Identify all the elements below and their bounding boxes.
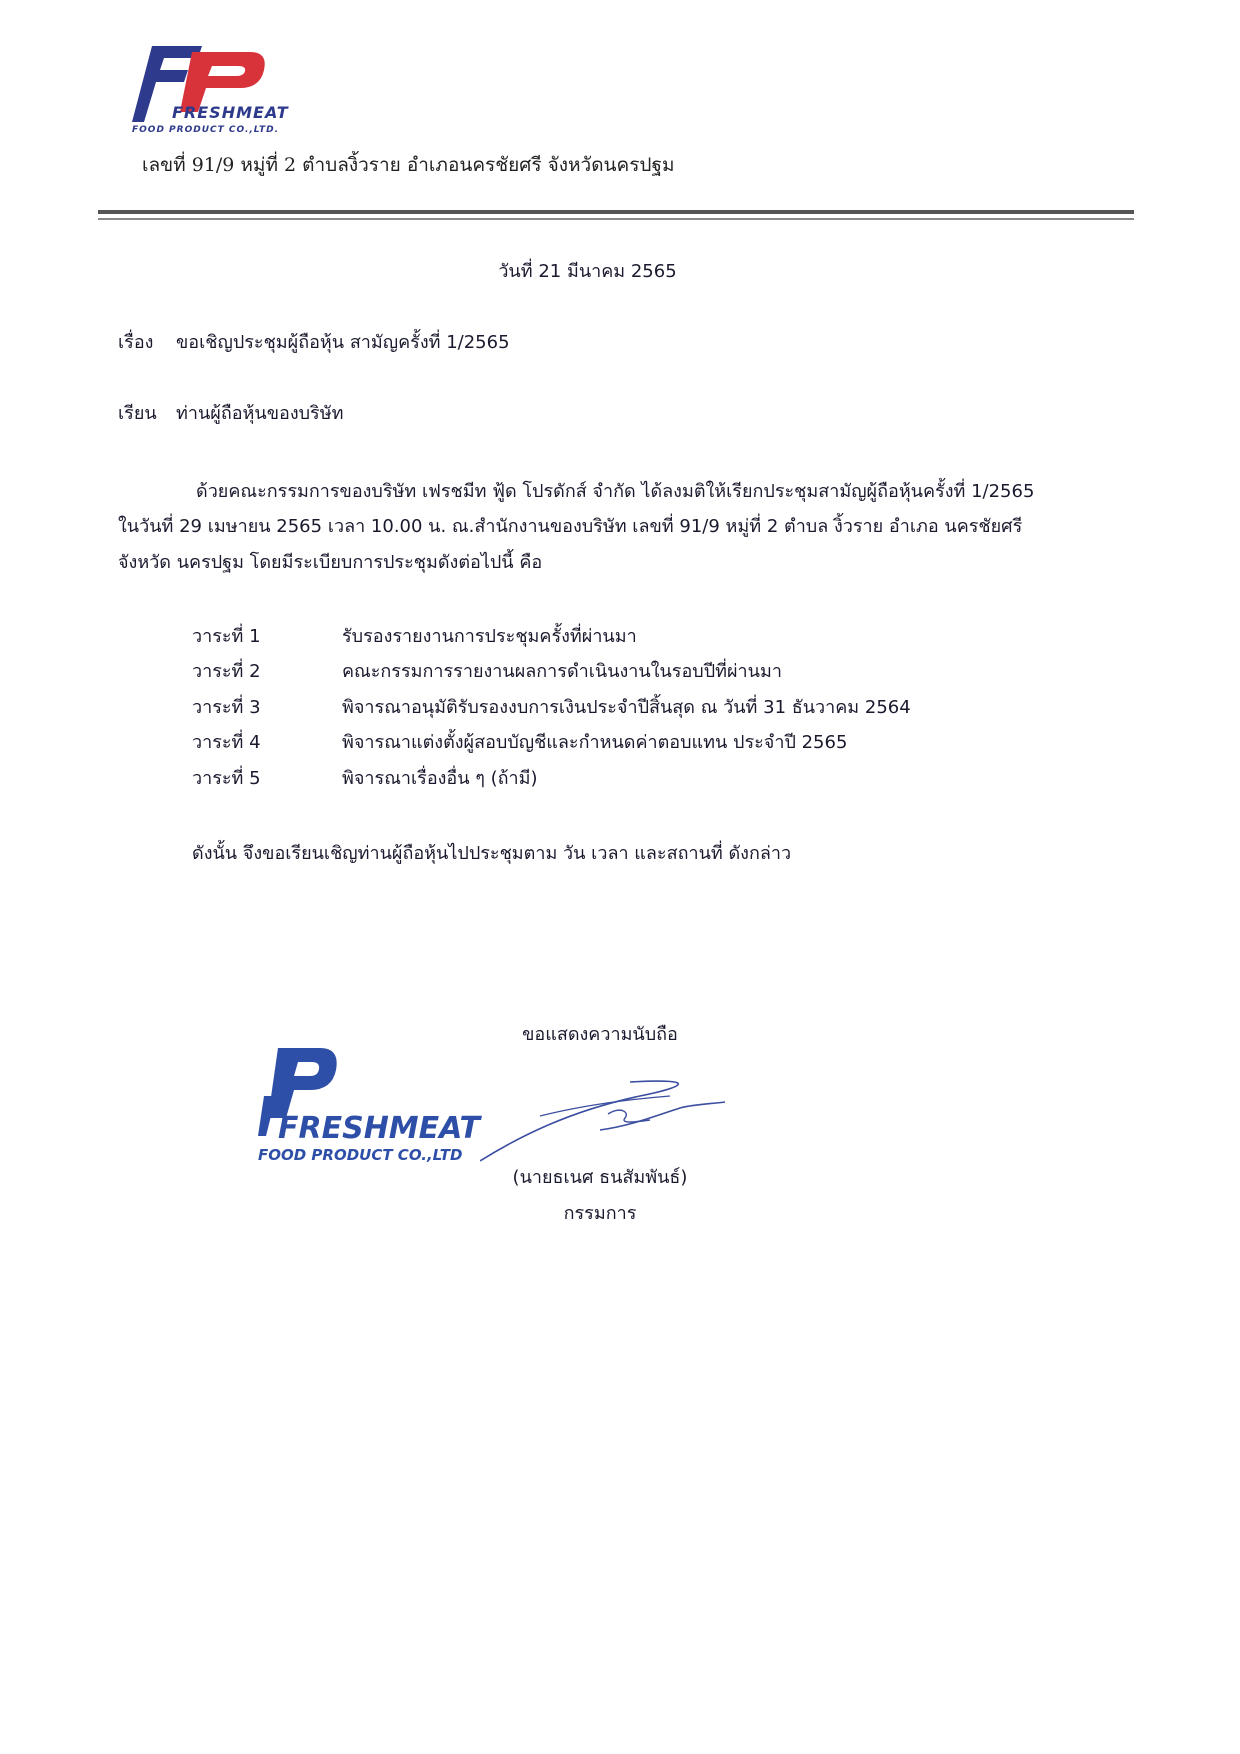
company-address: เลขที่ 91/9 หมู่ที่ 2 ตำบลงิ้วราย อำเภอนครชัยศรี จังหวัดนครปฐม [142, 154, 675, 176]
agenda-label: วาระที่ 1 [192, 626, 261, 647]
letter-date: วันที่ 21 มีนาคม 2565 [498, 261, 677, 282]
body-line-1: ด้วยคณะกรรมการของบริษัท เฟรชมีท ฟู้ด โปรดักส์ จำกัด ได้ลงมติให้เรียกประชุมสามัญผู้ถือหุ้นครั้งที่ 1/2565 [196, 481, 1035, 502]
signer-position: กรรมการ [563, 1203, 637, 1224]
agenda-text: พิจารณาอนุมัติรับรองงบการเงินประจำปีสิ้นสุด ณ วันที่ 31 ธันวาคม 2564 [342, 697, 911, 718]
subject-text: ขอเชิญประชุมผู้ถือหุ้น สามัญครั้งที่ 1/2565 [176, 332, 510, 353]
signer-name: (นายธเนศ ธนสัมพันธ์) [512, 1167, 688, 1188]
agenda-text: รับรองรายงานการประชุมครั้งที่ผ่านมา [342, 626, 637, 647]
recipient-text: ท่านผู้ถือหุ้นของบริษัท [176, 403, 344, 424]
svg-text:FOOD PRODUCT CO.,LTD: FOOD PRODUCT CO.,LTD [258, 1146, 463, 1164]
svg-text:FRESHMEAT: FRESHMEAT [278, 1111, 480, 1146]
agenda-label: วาระที่ 5 [192, 768, 261, 789]
svg-text:FOOD PRODUCT CO.,LTD.: FOOD PRODUCT CO.,LTD. [132, 125, 280, 135]
recipient-label: เรียน [118, 403, 157, 424]
agenda-label: วาระที่ 4 [192, 732, 261, 753]
agenda-text: คณะกรรมการรายงานผลการดำเนินงานในรอบปีที่ผ่านมา [342, 661, 782, 682]
body-line-2: ในวันที่ 29 เมษายน 2565 เวลา 10.00 น. ณ.สำนักงานของบริษัท เลขที่ 91/9 หมู่ที่ 2 ตำบล งิ้วราย อำเภอ นครชัยศรี [118, 516, 1023, 537]
agenda-text: พิจารณาเรื่องอื่น ๆ (ถ้ามี) [342, 768, 538, 789]
header-divider [98, 210, 1134, 214]
signature [480, 1056, 740, 1166]
body-line-3: จังหวัด นครปฐม โดยมีระเบียบการประชุมดังต่อไปนี้ คือ [118, 552, 543, 573]
header-divider-thin [98, 218, 1134, 220]
company-logo [132, 46, 392, 142]
agenda-label: วาระที่ 3 [192, 697, 261, 718]
agenda-text: พิจารณาแต่งตั้งผู้สอบบัญชีและกำหนดค่าตอบแทน ประจำปี 2565 [342, 732, 848, 753]
regards-line: ขอแสดงความนับถือ [522, 1024, 678, 1045]
subject-label: เรื่อง [118, 332, 154, 353]
closing-paragraph: ดังนั้น จึงขอเรียนเชิญท่านผู้ถือหุ้นไปประชุมตาม วัน เวลา และสถานที่ ดังกล่าว [192, 843, 792, 864]
svg-text:FRESHMEAT: FRESHMEAT [172, 103, 289, 122]
agenda-label: วาระที่ 2 [192, 661, 261, 682]
